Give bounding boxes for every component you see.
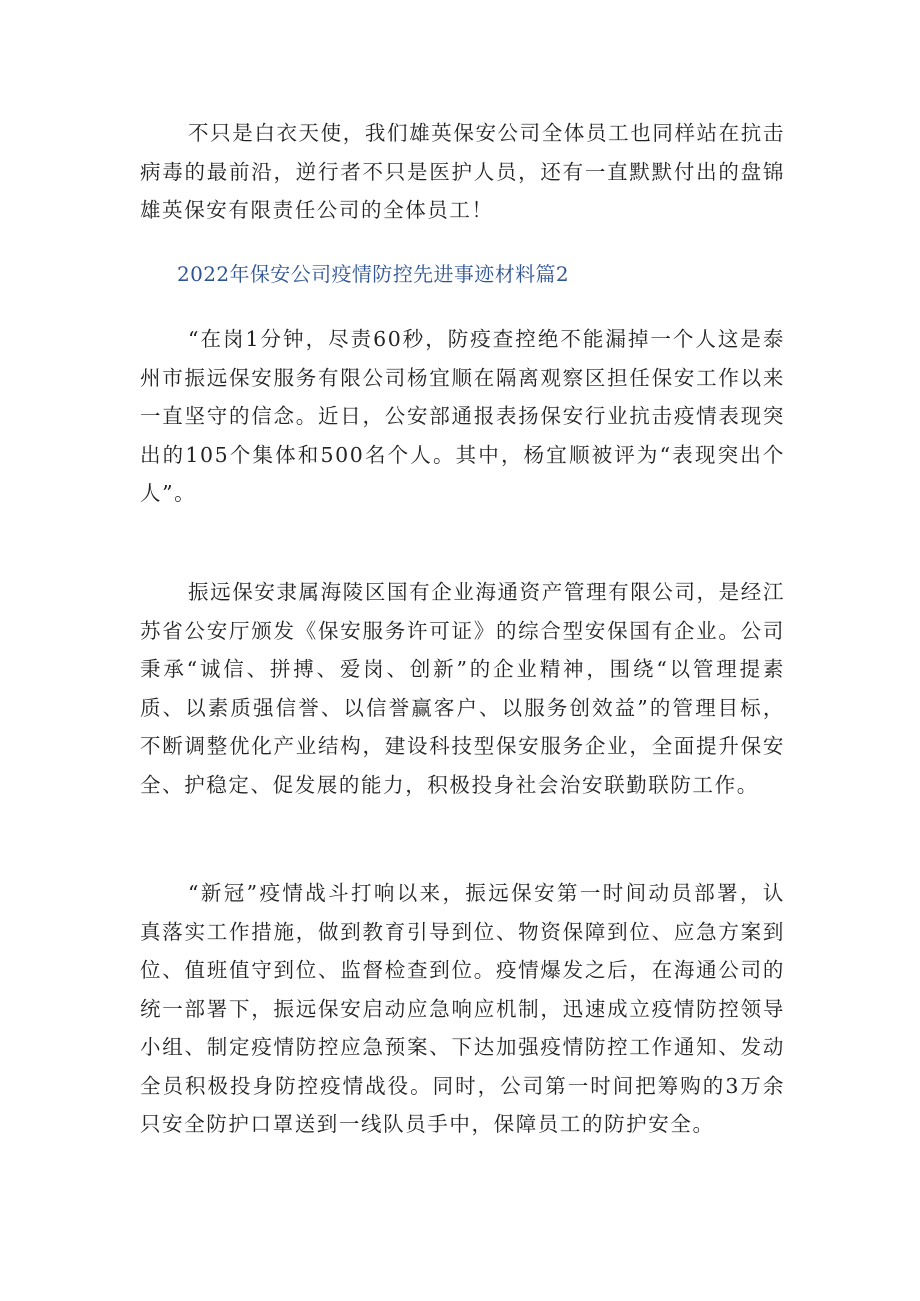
paragraph-company-profile: 振远保安隶属海陵区国有企业海通资产管理有限公司，是经江苏省公安厅颁发《保安服务许可证》的综合型安保国有企业。公司秉承“诚信、拼搏、爱岗、创新”的企业精神，围绕“以管理提素质、以素质强信誉、以信誉赢客户、以服务创效益”的管理目标，不断调整优化产业结构，建设科技型保安服务企业，全面提升保安全、护稳定、促发展的能力，积极投身社会治安联勤联防工作。: [140, 580, 785, 797]
paragraph-epidemic-response: “新冠”疫情战斗打响以来，振远保安第一时间动员部署，认真落实工作措施，做到教育引导到位、物资保障到位、应急方案到位、值班值守到位、监督检查到位。疫情爆发之后，在海通公司的统一部署下，振远保安启动应急响应机制，迅速成立疫情防控领导小组、制定疫情防控应急预案、下达加强疫情防控工作通知、发动全员积极投身防控疫情战役。同时，公司第一时间把筹购的3万余只安全防护口罩送到一线队员手中，保障员工的防护安全。: [140, 881, 785, 1136]
section-heading: 2022年保安公司疫情防控先进事迹材料篇2: [177, 262, 570, 286]
paragraph-intro: 不只是白衣天使，我们雄英保安公司全体员工也同样站在抗击病毒的最前沿，逆行者不只是医护人员，还有一直默默付出的盘锦雄英保安有限责任公司的全体员工！: [140, 121, 785, 222]
paragraph-yang-yishun: “在岗1分钟，尽责60秒，防疫查控绝不能漏掉一个人这是泰州市振远保安服务有限公司杨宜顺在隔离观察区担任保安工作以来一直坚守的信念。近日，公安部通报表扬保安行业抗击疫情表现突出的105个集体和500名个人。其中，杨宜顺被评为“表现突出个人”。: [140, 327, 785, 505]
